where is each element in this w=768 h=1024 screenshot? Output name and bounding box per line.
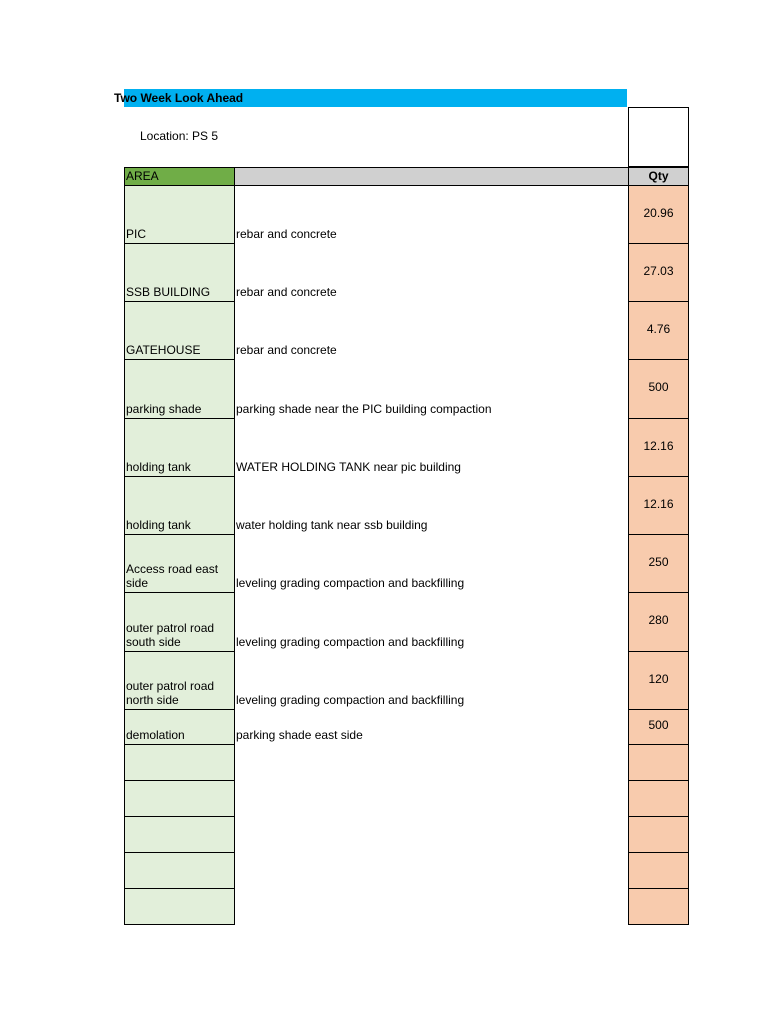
- qty-cell: [628, 360, 689, 419]
- area-cell: [124, 593, 235, 652]
- area-cell: [124, 302, 235, 360]
- empty-area-cell: [124, 745, 235, 781]
- qty-value: 12.16: [643, 497, 674, 511]
- area-label: Access road east side: [126, 562, 219, 590]
- qty-cell: [628, 710, 689, 745]
- qty-value: 120: [648, 672, 669, 686]
- location-label: Location: PS 5: [140, 129, 219, 143]
- qty-cell: [628, 593, 689, 652]
- area-cell: [124, 535, 235, 593]
- area-cell: [124, 477, 235, 535]
- qty-value: 20.96: [643, 206, 674, 220]
- area-cell: [124, 652, 235, 710]
- description-cell: rebar and concrete: [236, 285, 337, 299]
- qty-cell: [628, 302, 689, 360]
- qty-value: 250: [648, 555, 669, 569]
- area-label: GATEHOUSE: [126, 343, 201, 357]
- description-cell: water holding tank near ssb building: [236, 518, 428, 532]
- empty-area-cell: [124, 889, 235, 925]
- area-cell: [124, 710, 235, 745]
- qty-value: 280: [648, 613, 669, 627]
- qty-top-box: [628, 107, 689, 167]
- area-label: SSB BUILDING: [126, 285, 211, 299]
- qty-cell: [628, 477, 689, 535]
- qty-cell: [628, 652, 689, 710]
- qty-cell: [628, 244, 689, 302]
- description-cell: leveling grading compaction and backfilling: [236, 635, 465, 649]
- description-cell: leveling grading compaction and backfilling: [236, 576, 465, 590]
- sheet-title: Two Week Look Ahead: [114, 91, 244, 105]
- empty-qty-cell: [628, 853, 689, 889]
- description-cell: leveling grading compaction and backfilling: [236, 693, 465, 707]
- qty-value: 500: [648, 380, 669, 394]
- area-label: holding tank: [126, 460, 191, 474]
- area-label: PIC: [126, 227, 147, 241]
- qty-cell: [628, 186, 689, 244]
- area-cell: [124, 360, 235, 419]
- description-cell: parking shade near the PIC building compaction: [236, 402, 492, 416]
- area-cell: [124, 419, 235, 477]
- qty-cell: [628, 419, 689, 477]
- area-label: holding tank: [126, 518, 191, 532]
- qty-value: 27.03: [643, 264, 674, 278]
- qty-value: 12.16: [643, 439, 674, 453]
- qty-column-header: Qty: [628, 167, 689, 186]
- area-label: outer patrol road south side: [126, 621, 215, 649]
- empty-qty-cell: [628, 745, 689, 781]
- area-label: outer patrol road north side: [126, 679, 215, 707]
- qty-cell: [628, 535, 689, 593]
- description-cell: rebar and concrete: [236, 227, 337, 241]
- description-column-header: [235, 167, 628, 186]
- description-cell: rebar and concrete: [236, 343, 337, 357]
- area-label: parking shade: [126, 402, 202, 416]
- area-cell: [124, 186, 235, 244]
- empty-area-cell: [124, 817, 235, 853]
- empty-qty-cell: [628, 817, 689, 853]
- area-cell: [124, 244, 235, 302]
- empty-area-cell: [124, 853, 235, 889]
- empty-qty-cell: [628, 889, 689, 925]
- empty-area-cell: [124, 781, 235, 817]
- description-cell: parking shade east side: [236, 728, 363, 742]
- description-cell: WATER HOLDING TANK near pic building: [236, 460, 461, 474]
- qty-value: 4.76: [646, 322, 671, 336]
- empty-qty-cell: [628, 781, 689, 817]
- area-label: demolation: [126, 728, 185, 742]
- area-column-header: AREA: [124, 167, 235, 186]
- qty-value: 500: [648, 718, 669, 732]
